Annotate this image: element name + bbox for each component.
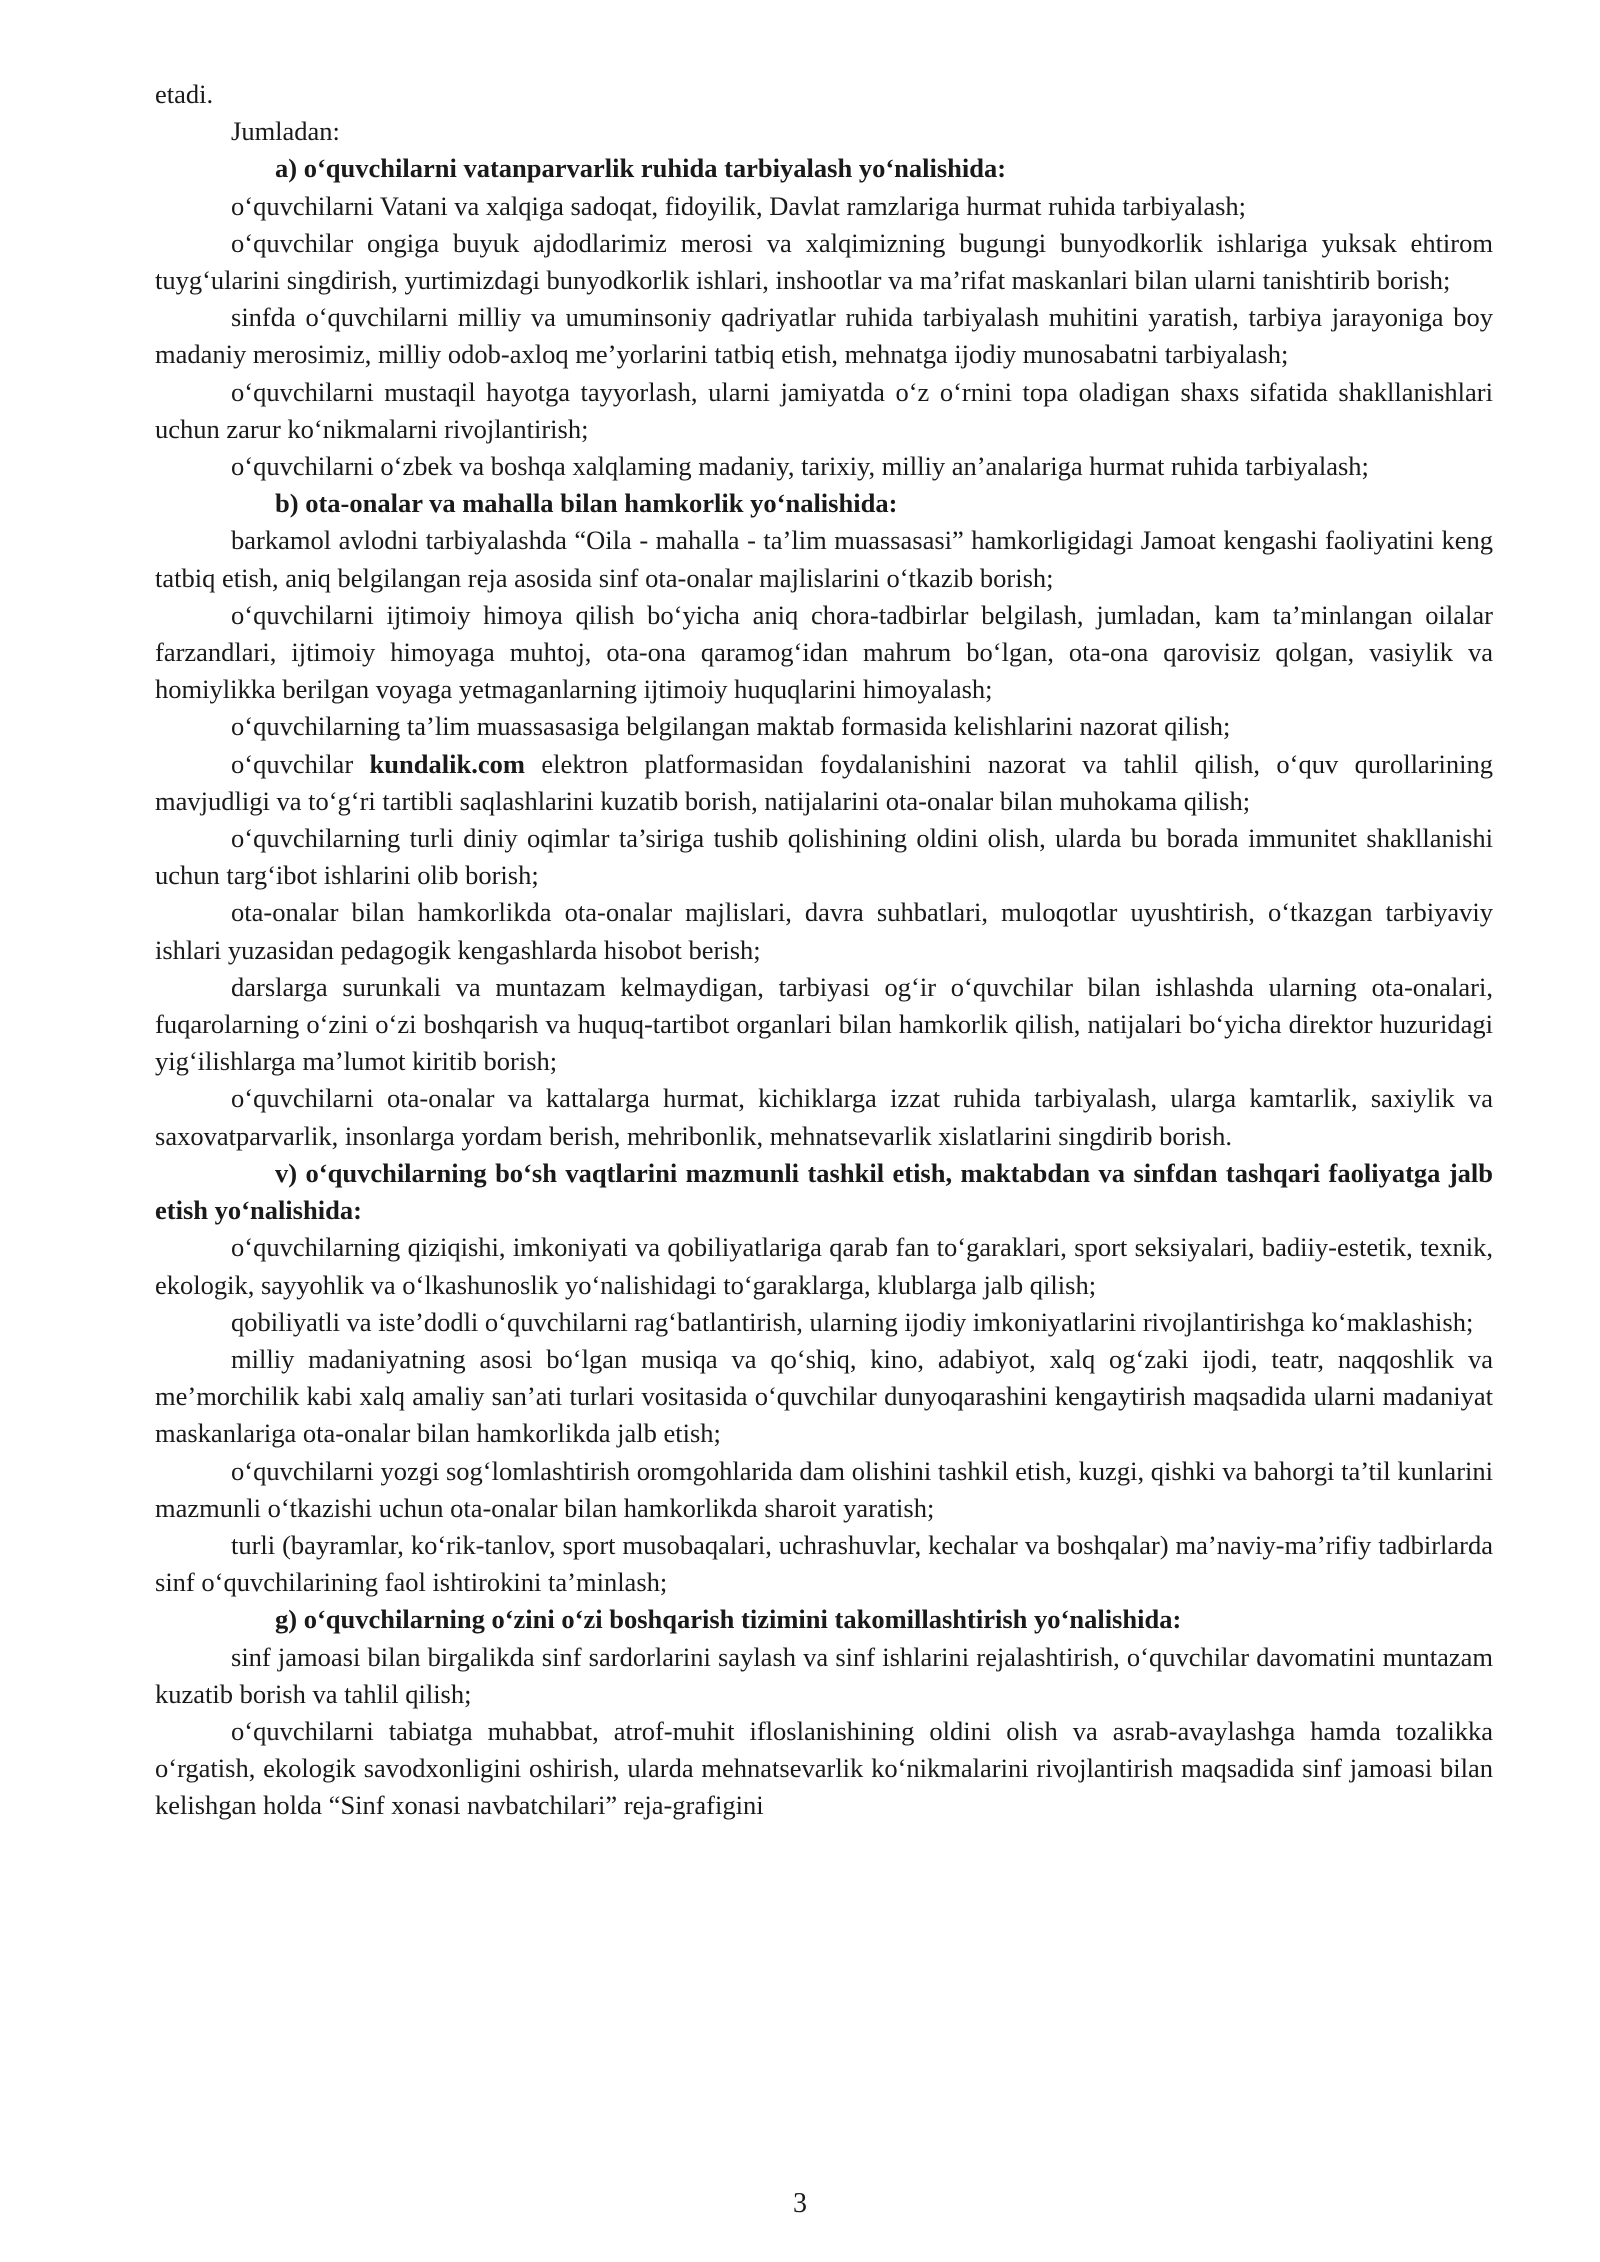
section-label: a) (275, 153, 298, 184)
paragraph: ota-onalar bilan hamkorlikda ota-onalar majlislari, davra suhbatlari, muloqotlar uyushtirish, o‘tkazgan tarbiyaviy ishlari yuzasidan pedagogik kengashlarda hisobot berish; (155, 897, 1493, 965)
paragraph: turli (bayramlar, ko‘rik-tanlov, sport musobaqalari, uchrashuvlar, kechalar va boshqalar) ma’naviy-ma’rifiy tadbirlarda sinf o‘quvchilarining faol ishtirokini ta’minlash; (155, 1529, 1493, 1598)
paragraph: o‘quvchilarni yozgi sog‘lomlashtirish oromgohlarida dam olishini tashkil etish, kuzgi, qishki va bahorgi ta’til kunlarini mazmunli o‘tkazishi uchun ota-onalar bilan hamkorlikda sharoit yaratish; (155, 1455, 1493, 1523)
kundalik-link-text: kundalik.com (369, 748, 525, 779)
paragraph: barkamol avlodni tarbiyalashda “Oila - mahalla - ta’lim muassasasi” hamkorligidagi Jamoat kengashi faoliyatini keng tatbiq etish, aniq belgilangan reja asosida sinf ota-onalar majlislarini o‘tkazib borish; (155, 525, 1493, 593)
paragraph: milliy madaniyatning asosi bo‘lgan musiqa va qo‘shiq, kino, adabiyot, xalq og‘zaki ijodi, teatr, naqqoshlik va me’morchilik kabi xalq amaliy san’ati turlari vositasida o‘quvchilar dunyoqarashini kengaytirish maqsadida ularni madaniyat maskanlariga ota-onalar bilan hamkorlikda jalb etish; (155, 1343, 1493, 1449)
paragraph: o‘quvchilarni tabiatga muhabbat, atrof-muhit ifloslanishining oldini olish va asrab-avaylashga hamda tozalikka o‘rgatish, ekologik savodxonligini oshirish, ularda mehnatsevarlik ko‘nikmalarini rivojlantirish maqsadida sinf jamoasi bilan kelishgan holda “Sinf xonasi navbatchilari” reja-grafigini (155, 1715, 1493, 1821)
text-span: elektron platformasidan foydalanishini nazorat va tahlil qilish, o‘quv qurollarining mavjudligi va to‘g‘ri tartibli saqlashlarini kuzatib borish, natijalarini ota-onalar bilan muhokama qilish; (155, 748, 1493, 816)
section-label: b) (275, 488, 299, 519)
paragraph: darslarga surunkali va muntazam kelmaydigan, tarbiyasi og‘ir o‘quvchilar bilan ishlashda ularning ota-onalari, fuqarolarning o‘zini o‘zi boshqarish va huquq-tartibot organlari bilan hamkorlik qilish, natijalari bo‘yicha direktor huzuridagi yig‘ilishlarga ma’lumot kiritib borish; (155, 971, 1493, 1077)
paragraph: qobiliyatli va iste’dodli o‘quvchilarni rag‘batlantirish, ularning ijodiy imkoniyatlarini rivojlantirishga ko‘maklashish; (231, 1306, 1474, 1337)
paragraph: o‘quvchilarning turli diniy oqimlar ta’siriga tushib qolishining oldini olish, ularda bu borada immunitet shakllanishi uchun targ‘ibot ishlarini olib borish; (155, 823, 1493, 891)
paragraph: o‘quvchilarni ijtimoiy himoya qilish bo‘yicha aniq chora-tadbirlar belgilash, jumladan, kam ta’minlangan oilalar farzandlari, ijtimoiy himoyaga muhtoj, ota-ona qaramog‘idan mahrum bo‘lgan, ota-ona qarovisiz qolgan, vasiylik va homiylikka berilgan voyaga yetmaganlarning ijtimoiy huquqlarini himoyalash; (155, 599, 1493, 705)
section-heading-v (155, 1155, 1493, 1229)
paragraph: sinfda o‘quvchilarni milliy va umuminsoniy qadriyatlar ruhida tarbiyalash muhitini yaratish, tarbiya jarayoniga boy madaniy merosimiz, milliy odob-axloq me’yorlarini tatbiq etish, mehnatga ijodiy munosabatni tarbiyalash; (155, 302, 1493, 370)
paragraph: etadi. (155, 79, 214, 109)
paragraph: o‘quvchilarning qiziqishi, imkoniyati va qobiliyatlariga qarab fan to‘garaklari, sport seksiyalari, badiiy-estetik, texnik, ekologik, sayyohlik va o‘lkashunoslik yo‘nalishidagi to‘garaklarga, klublarga jalb qilish; (155, 1232, 1493, 1300)
section-heading-a (155, 150, 1493, 187)
section-heading-b (155, 485, 1493, 522)
paragraph: o‘quvchilarni ota-onalar va kattalarga hurmat, kichiklarga izzat ruhida tarbiyalash, ularga kamtarlik, saxiylik va saxovatparvarlik, insonlarga yordam berish, mehribonlik, mehnatsevarlik xislatlarini singdirib borish. (155, 1083, 1493, 1151)
paragraph: o‘quvchilarni mustaqil hayotga tayyorlash, ularni jamiyatda o‘z o‘rnini topa oladigan shaxs sifatida shakllanishlari uchun zarur ko‘nikmalarni rivojlantirish; (155, 376, 1493, 444)
paragraph: o‘quvchilar ongiga buyuk ajdodlarimiz merosi va xalqimizning bugungi bunyodkorlik ishlariga yuksak ehtirom tuyg‘ularini singdirish, yurtimizdagi bunyodkorlik ishlari, inshootlar va ma’rifat maskanlari bilan ularni tanishtirib borish; (155, 227, 1493, 296)
section-title: ota-onalar va mahalla bilan hamkorlik yo‘nalishida: (305, 488, 898, 519)
paragraph-kundalik (155, 746, 1493, 820)
text-span: o‘quvchilar (231, 748, 370, 779)
section-heading-g (155, 1601, 1493, 1638)
document-page (155, 76, 1493, 1825)
paragraph: o‘quvchilarning ta’lim muassasasiga belgilangan maktab formasida kelishlarini nazorat qilish; (231, 711, 1231, 742)
section-label: g) (275, 1604, 298, 1635)
paragraph: sinf jamoasi bilan birgalikda sinf sardorlarini saylash va sinf ishlarini rejalashtirish, o‘quvchilar davomatini muntazam kuzatib borish va tahlil qilish; (155, 1641, 1493, 1709)
section-title: o‘quvchilarni vatanparvarlik ruhida tarbiyalash yo‘nalishida: (303, 153, 1007, 184)
paragraph: o‘quvchilarni Vatani va xalqiga sadoqat, fidoyilik, Davlat ramzlariga hurmat ruhida tarbiyalash; (231, 190, 1247, 221)
paragraph: o‘quvchilarni o‘zbek va boshqa xalqlaming madaniy, tarixiy, milliy an’analariga hurmat ruhida tarbiyalash; (231, 451, 1369, 482)
section-title: o‘quvchilarning o‘zini o‘zi boshqarish tizimini takomillashtirish yo‘nalishida: (303, 1604, 1182, 1635)
paragraph: Jumladan: (231, 116, 340, 147)
section-title: o‘quvchilarning bo‘sh vaqtlarini mazmunli tashkil etish, maktabdan va sinfdan tashqari faoliyatga jalb etish yo‘nalishida: (155, 1157, 1494, 1226)
section-label: v) (275, 1157, 298, 1188)
page-number: 3 (793, 2188, 807, 2219)
